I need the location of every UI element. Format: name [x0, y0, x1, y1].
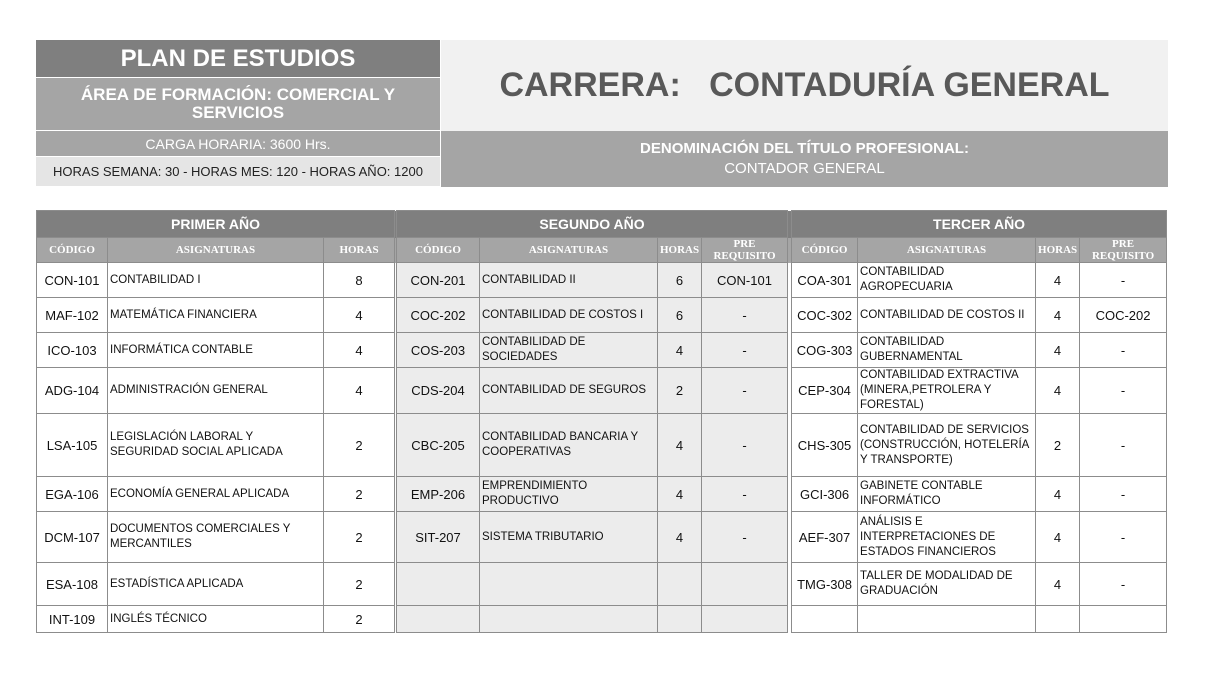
course-code: ESA-108	[37, 563, 108, 606]
course-code: CBC-205	[397, 414, 480, 477]
course-name: INGLÉS TÉCNICO	[108, 606, 324, 633]
col-horas: HORAS	[1036, 238, 1080, 263]
area-de-formacion: ÁREA DE FORMACIÓN: COMERCIAL Y SERVICIOS	[36, 78, 440, 130]
course-hours	[658, 563, 702, 606]
titulo-label: DENOMINACIÓN DEL TÍTULO PROFESIONAL:	[640, 140, 969, 157]
course-hours	[658, 606, 702, 633]
course-prerequisite	[702, 563, 788, 606]
course-name: CONTABILIDAD EXTRACTIVA (MINERA,PETROLERA Y FORESTAL)	[858, 368, 1036, 414]
course-hours: 6	[658, 263, 702, 298]
table-row	[37, 298, 1167, 333]
course-prerequisite: -	[702, 333, 788, 368]
course-code: COC-202	[397, 298, 480, 333]
course-prerequisite: -	[1080, 263, 1167, 298]
course-name: CONTABILIDAD DE SEGUROS	[480, 368, 658, 414]
course-name: CONTABILIDAD I	[108, 263, 324, 298]
plan-header	[36, 40, 1168, 187]
course-hours: 4	[1036, 368, 1080, 414]
course-code: CON-101	[37, 263, 108, 298]
col-prerequisito: PRE REQUISITO	[702, 238, 788, 263]
course-prerequisite: -	[1080, 477, 1167, 512]
course-name: ESTADÍSTICA APLICADA	[108, 563, 324, 606]
col-horas: HORAS	[324, 238, 395, 263]
course-prerequisite: -	[1080, 512, 1167, 563]
course-hours: 4	[658, 477, 702, 512]
course-hours: 4	[324, 333, 395, 368]
horas-summary: HORAS SEMANA: 30 - HORAS MES: 120 - HORAS AÑO: 1200	[36, 157, 440, 186]
course-name: EMPRENDIMIENTO PRODUCTIVO	[480, 477, 658, 512]
course-name: GABINETE CONTABLE INFORMÁTICO	[858, 477, 1036, 512]
course-name	[480, 606, 658, 633]
course-hours: 4	[1036, 298, 1080, 333]
col-prerequisito: PRE REQUISITO	[1080, 238, 1167, 263]
course-hours: 4	[658, 414, 702, 477]
course-prerequisite: -	[702, 512, 788, 563]
course-name: CONTABILIDAD DE COSTOS I	[480, 298, 658, 333]
course-code: COA-301	[792, 263, 858, 298]
course-hours: 4	[1036, 512, 1080, 563]
course-hours: 4	[324, 298, 395, 333]
course-hours: 4	[1036, 263, 1080, 298]
table-row	[37, 512, 1167, 563]
table-row	[37, 263, 1167, 298]
course-code: SIT-207	[397, 512, 480, 563]
course-code: INT-109	[37, 606, 108, 633]
course-hours	[1036, 606, 1080, 633]
course-code: ADG-104	[37, 368, 108, 414]
course-name: CONTABILIDAD DE SOCIEDADES	[480, 333, 658, 368]
table-row	[37, 368, 1167, 414]
course-prerequisite: -	[702, 477, 788, 512]
course-hours: 4	[658, 512, 702, 563]
course-hours: 4	[658, 333, 702, 368]
course-code: GCI-306	[792, 477, 858, 512]
course-hours: 2	[1036, 414, 1080, 477]
course-prerequisite: -	[702, 298, 788, 333]
course-code: TMG-308	[792, 563, 858, 606]
titulo-profesional	[441, 131, 1168, 187]
course-code: CDS-204	[397, 368, 480, 414]
col-codigo: CÓDIGO	[37, 238, 108, 263]
year-2-header: SEGUNDO AÑO	[397, 211, 788, 238]
course-hours: 2	[324, 512, 395, 563]
col-asignaturas: ASIGNATURAS	[480, 238, 658, 263]
course-name: TALLER DE MODALIDAD DE GRADUACIÓN	[858, 563, 1036, 606]
table-row	[37, 563, 1167, 606]
course-code	[397, 563, 480, 606]
col-asignaturas: ASIGNATURAS	[108, 238, 324, 263]
course-prerequisite	[702, 606, 788, 633]
col-horas: HORAS	[658, 238, 702, 263]
table-row	[37, 606, 1167, 633]
table-row	[37, 414, 1167, 477]
year-3-header: TERCER AÑO	[792, 211, 1167, 238]
course-code: CEP-304	[792, 368, 858, 414]
course-name: ADMINISTRACIÓN GENERAL	[108, 368, 324, 414]
course-prerequisite: -	[1080, 414, 1167, 477]
course-name	[858, 606, 1036, 633]
course-hours: 2	[324, 563, 395, 606]
course-name: ECONOMÍA GENERAL APLICADA	[108, 477, 324, 512]
course-code: EGA-106	[37, 477, 108, 512]
course-code: AEF-307	[792, 512, 858, 563]
course-hours: 8	[324, 263, 395, 298]
course-code: CHS-305	[792, 414, 858, 477]
course-name: CONTABILIDAD II	[480, 263, 658, 298]
course-hours: 4	[324, 368, 395, 414]
course-code: CON-201	[397, 263, 480, 298]
course-name: CONTABILIDAD BANCARIA Y COOPERATIVAS	[480, 414, 658, 477]
course-code: COS-203	[397, 333, 480, 368]
carrera-title: CARRERA: CONTADURÍA GENERAL	[441, 40, 1168, 131]
course-code: EMP-206	[397, 477, 480, 512]
col-asignaturas: ASIGNATURAS	[858, 238, 1036, 263]
course-name: INFORMÁTICA CONTABLE	[108, 333, 324, 368]
col-codigo: CÓDIGO	[792, 238, 858, 263]
course-hours: 4	[1036, 333, 1080, 368]
courses-table	[36, 210, 1167, 633]
course-name: CONTABILIDAD AGROPECUARIA	[858, 263, 1036, 298]
course-name: DOCUMENTOS COMERCIALES Y MERCANTILES	[108, 512, 324, 563]
course-name: MATEMÁTICA FINANCIERA	[108, 298, 324, 333]
course-hours: 2	[658, 368, 702, 414]
course-code	[397, 606, 480, 633]
course-code: LSA-105	[37, 414, 108, 477]
course-prerequisite: -	[702, 368, 788, 414]
course-name	[480, 563, 658, 606]
course-hours: 4	[1036, 477, 1080, 512]
col-codigo: CÓDIGO	[397, 238, 480, 263]
course-prerequisite: -	[702, 414, 788, 477]
course-prerequisite: COC-202	[1080, 298, 1167, 333]
plan-title: PLAN DE ESTUDIOS	[36, 40, 440, 77]
course-name: LEGISLACIÓN LABORAL Y SEGURIDAD SOCIAL APLICADA	[108, 414, 324, 477]
table-row	[37, 333, 1167, 368]
course-prerequisite	[1080, 606, 1167, 633]
year-1-header: PRIMER AÑO	[37, 211, 395, 238]
table-row	[37, 477, 1167, 512]
course-code: DCM-107	[37, 512, 108, 563]
course-name: CONTABILIDAD DE COSTOS II	[858, 298, 1036, 333]
course-hours: 6	[658, 298, 702, 333]
carga-horaria: CARGA HORARIA: 3600 Hrs.	[36, 131, 440, 156]
course-hours: 2	[324, 606, 395, 633]
course-code: COG-303	[792, 333, 858, 368]
course-prerequisite: CON-101	[702, 263, 788, 298]
course-code: MAF-102	[37, 298, 108, 333]
course-name: CONTABILIDAD DE SERVICIOS (CONSTRUCCIÓN, HOTELERÍA Y TRANSPORTE)	[858, 414, 1036, 477]
course-name: SISTEMA TRIBUTARIO	[480, 512, 658, 563]
course-name: ANÁLISIS E INTERPRETACIONES DE ESTADOS FINANCIEROS	[858, 512, 1036, 563]
course-code: COC-302	[792, 298, 858, 333]
course-hours: 4	[1036, 563, 1080, 606]
course-hours: 2	[324, 477, 395, 512]
course-prerequisite: -	[1080, 563, 1167, 606]
course-code	[792, 606, 858, 633]
course-hours: 2	[324, 414, 395, 477]
course-name: CONTABILIDAD GUBERNAMENTAL	[858, 333, 1036, 368]
course-prerequisite: -	[1080, 333, 1167, 368]
course-code: ICO-103	[37, 333, 108, 368]
course-prerequisite: -	[1080, 368, 1167, 414]
titulo-value: CONTADOR GENERAL	[724, 160, 885, 177]
